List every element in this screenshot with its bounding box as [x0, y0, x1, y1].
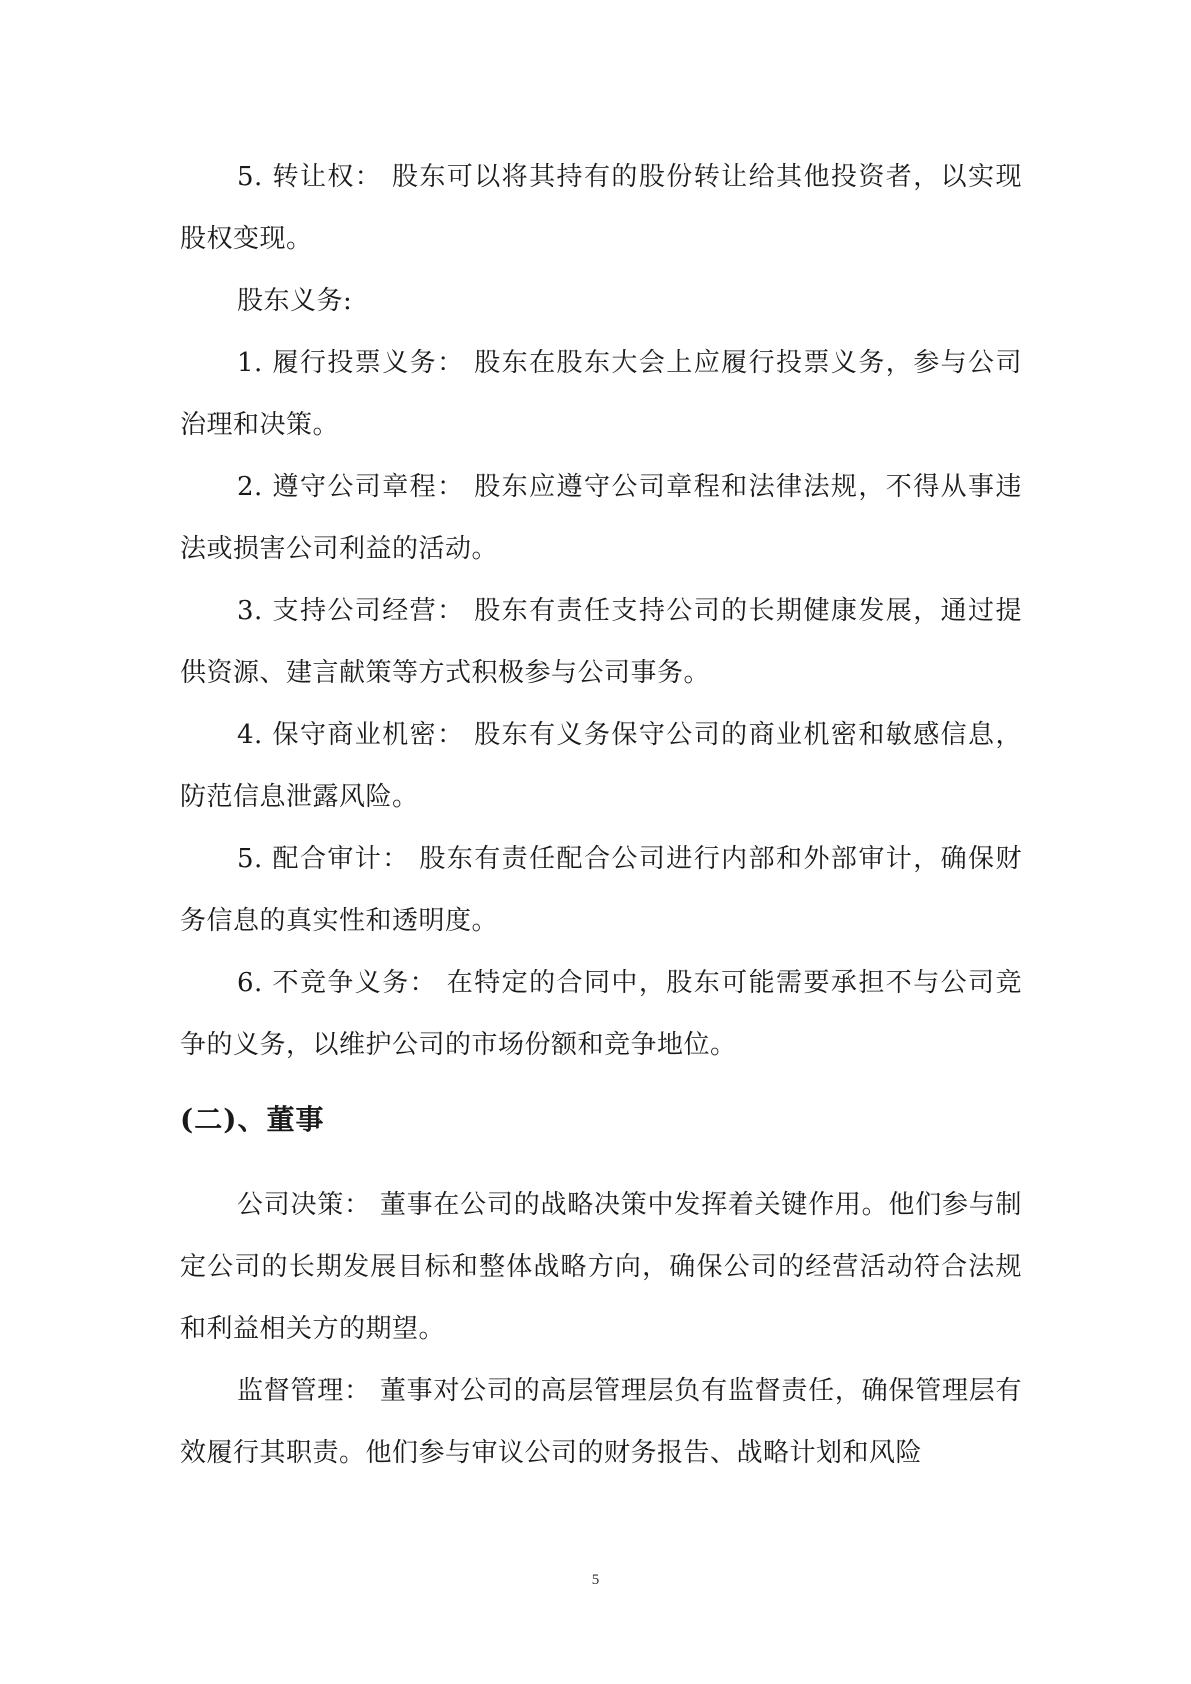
paragraph-voting-obligation: 1. 履行投票义务： 股东在股东大会上应履行投票义务，参与公司治理和决策。: [180, 348, 1022, 440]
paragraph-audit-cooperation: 5. 配合审计： 股东有责任配合公司进行内部和外部审计，确保财务信息的真实性和透明度。: [180, 844, 1022, 936]
paragraph-transfer-right: 5. 转让权： 股东可以将其持有的股份转让给其他投资者，以实现股权变现。: [180, 162, 1022, 254]
paragraph-support-operations: 3. 支持公司经营： 股东有责任支持公司的长期健康发展，通过提供资源、建言献策等方式积极参与公司事务。: [180, 596, 1022, 688]
paragraph-comply-articles: 2. 遵守公司章程： 股东应遵守公司章程和法律法规，不得从事违法或损害公司利益的活动。: [180, 472, 1022, 564]
document-body: [180, 146, 1022, 1484]
paragraph-trade-secrets: 4. 保守商业机密： 股东有义务保守公司的商业机密和敏感信息，防范信息泄露风险。: [180, 720, 1022, 812]
section-heading-directors: (二)、董事: [180, 1103, 325, 1136]
page-number: 5: [591, 1572, 600, 1588]
paragraph-supervision-management: 监督管理： 董事对公司的高层管理层负有监督责任，确保管理层有效履行其职责。他们参与审议公司的财务报告、战略计划和风险: [180, 1376, 1022, 1468]
paragraph-company-decisions: 公司决策： 董事在公司的战略决策中发挥着关键作用。他们参与制定公司的长期发展目标和整体战略方向，确保公司的经营活动符合法规和利益相关方的期望。: [180, 1190, 1022, 1344]
paragraph-shareholder-obligations-title: 股东义务:: [237, 286, 353, 316]
paragraph-non-compete: 6. 不竞争义务： 在特定的合同中，股东可能需要承担不与公司竞争的义务，以维护公司的市场份额和竞争地位。: [180, 968, 1022, 1060]
